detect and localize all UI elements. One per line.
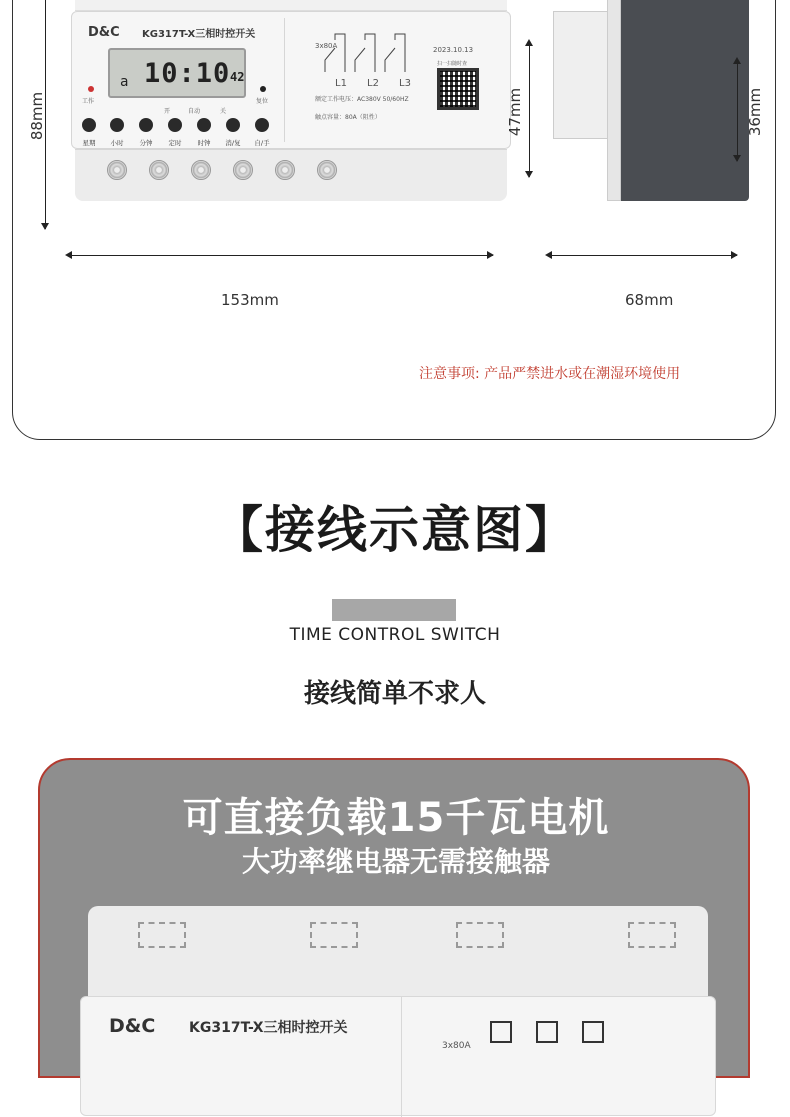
device-body	[71, 11, 511, 149]
terminal-strip	[75, 149, 507, 201]
device-side-view	[541, 0, 749, 201]
capacity-label: 触点容量：80A（阻性）	[315, 114, 381, 121]
dim-width-label: 153mm	[221, 291, 279, 309]
dim-line-width	[69, 255, 493, 256]
line-l1: L1	[335, 78, 347, 89]
dim-height-label: 88mm	[28, 91, 47, 141]
banner-rating-label: 3x80A	[442, 1041, 471, 1051]
dim-36-label: 36mm	[746, 87, 765, 137]
lcd-seconds: 42	[230, 70, 245, 84]
auto-label: 自动	[188, 108, 201, 115]
button-label: 时钟	[197, 139, 211, 147]
title-divider-bar	[332, 599, 456, 621]
timer-button[interactable]	[168, 118, 182, 132]
terminal-screw	[233, 160, 253, 180]
notice-text: 注意事项: 产品严禁进水或在潮湿环境使用	[419, 366, 681, 382]
lcd-time: 10:10	[144, 58, 231, 89]
qr-code	[437, 68, 479, 110]
terminal-screw	[275, 160, 295, 180]
feature-banner	[38, 758, 750, 1078]
terminal-screw	[191, 160, 211, 180]
terminal-screw	[317, 160, 337, 180]
dim-47-label: 47mm	[506, 87, 525, 137]
rating-label: 3x80A	[315, 42, 338, 50]
work-label: 工作	[82, 98, 95, 105]
banner-subtitle: 大功率继电器无需接触器	[241, 845, 550, 878]
dim-line-36	[737, 61, 738, 161]
model-name: KG317T-X三相时控开关	[142, 29, 256, 40]
reset-label: 复位	[256, 98, 269, 105]
button-label: 分钟	[139, 139, 153, 147]
brand-logo: D&C	[88, 25, 120, 40]
lcd-display	[108, 48, 246, 98]
section-subtitle: 接线简单不求人	[303, 679, 486, 709]
info-panel	[284, 18, 502, 142]
dim-line-47	[529, 43, 530, 177]
auto-manual-button[interactable]	[255, 118, 269, 132]
device-top-clips	[75, 0, 507, 11]
clock-button[interactable]	[197, 118, 211, 132]
voltage-label: 额定工作电压：AC380V 50/60HZ	[315, 96, 409, 103]
scan-label: 扫一扫随时查	[437, 61, 468, 67]
date-label: 2023.10.13	[433, 46, 474, 54]
button-label: 小时	[110, 139, 124, 147]
week-button[interactable]	[82, 118, 96, 132]
dim-depth-label: 68mm	[625, 291, 674, 309]
section-title: 【接线示意图】	[213, 501, 577, 559]
dim-line-depth	[549, 255, 737, 256]
lcd-day: a	[120, 74, 129, 90]
line-l2: L2	[367, 78, 379, 89]
spec-card	[12, 0, 776, 440]
relay-symbol-icon	[315, 32, 415, 78]
off-label: 关	[220, 108, 227, 115]
reset-led	[260, 86, 266, 92]
minute-button[interactable]	[139, 118, 153, 132]
device-closeup	[80, 906, 716, 1106]
button-label: 消/复	[225, 139, 241, 147]
hour-button[interactable]	[110, 118, 124, 132]
cancel-restore-button[interactable]	[226, 118, 240, 132]
on-label: 开	[164, 108, 171, 115]
banner-model-name: KG317T-X三相时控开关	[189, 1020, 348, 1036]
button-label: 星期	[82, 139, 96, 147]
terminal-screw	[107, 160, 127, 180]
banner-brand-logo: D&C	[109, 1015, 156, 1037]
device-front-view	[75, 0, 507, 201]
button-label: 定时	[168, 139, 182, 147]
line-l3: L3	[399, 78, 411, 89]
section-english-subtitle: TIME CONTROL SWITCH	[289, 625, 501, 645]
work-led	[88, 86, 94, 92]
button-label: 自/手	[254, 139, 270, 147]
banner-title: 可直接负载15千瓦电机	[182, 795, 610, 841]
terminal-screw	[149, 160, 169, 180]
